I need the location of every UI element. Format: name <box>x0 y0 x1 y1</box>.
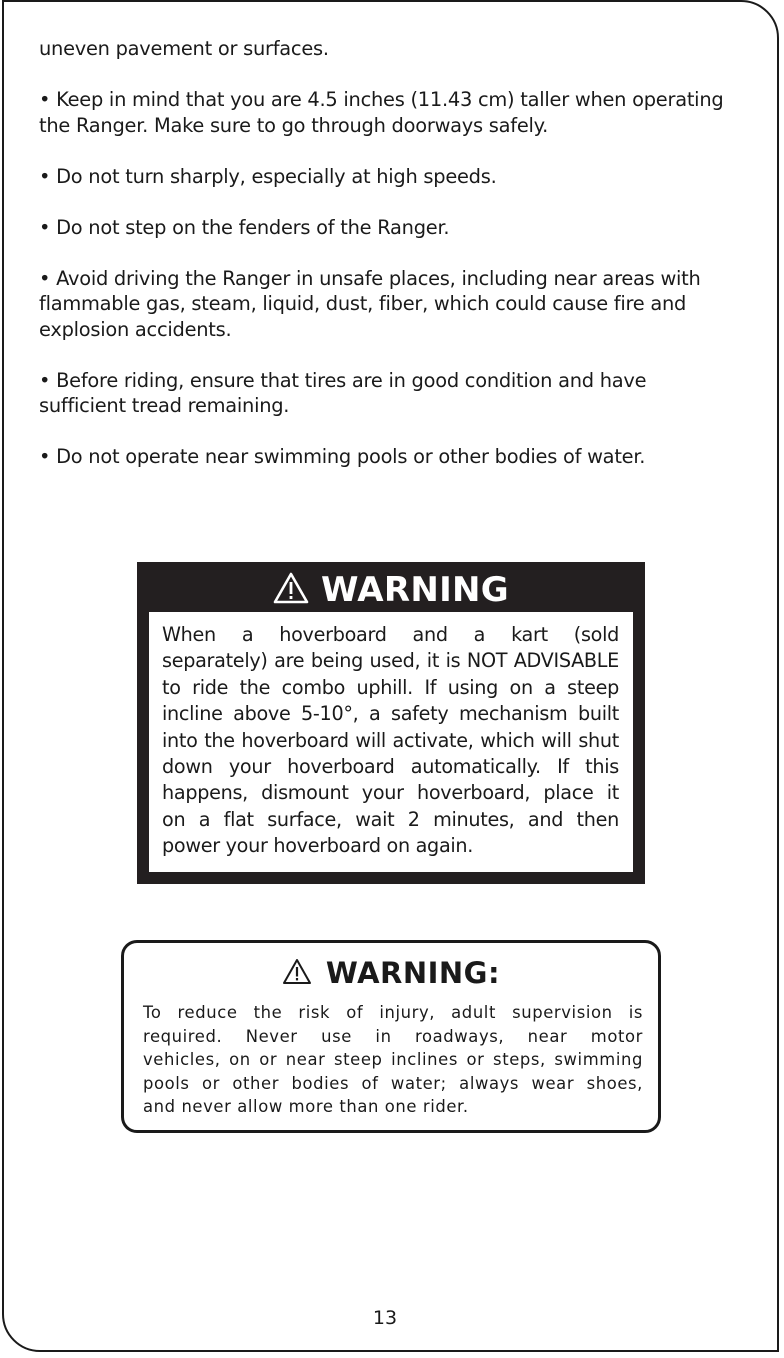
warning-box-hoverboard-kart <box>137 562 645 884</box>
text-line: When a hoverboard and a kart (sold <box>162 623 619 646</box>
warning-title <box>137 570 645 613</box>
text-line: required. Never use in roadways, near motor <box>143 1026 643 1046</box>
text-line: To reduce the risk of injury, adult supervision is <box>143 1003 643 1022</box>
bullet-unsafe-places <box>39 266 751 343</box>
text-line: • Do not turn sharply, especially at high speeds. <box>39 164 497 188</box>
warning-body <box>149 612 633 872</box>
text-line: and never allow more than one rider. <box>143 1097 469 1116</box>
body-text <box>39 36 751 495</box>
bullet-taller-height <box>39 87 751 138</box>
text-line: pools or other bodies of water; always wear shoes, <box>143 1073 643 1093</box>
text-line: explosion accidents. <box>39 317 232 341</box>
text-line: uneven pavement or surfaces. <box>39 37 329 60</box>
text-line: • Do not step on the fenders of the Ranger. <box>39 215 450 239</box>
text-line: power your hoverboard on again. <box>162 834 474 858</box>
warning-title <box>124 955 658 993</box>
warning-title-text: WARNING: <box>325 956 501 990</box>
text-line: • Do not operate near swimming pools or other bodies of water. <box>39 445 646 468</box>
bullet-turn-sharply <box>39 164 751 190</box>
text-line: the Ranger. Make sure to go through doorways safely. <box>39 113 549 137</box>
text-line: down your hoverboard automatically. If this <box>162 755 619 779</box>
text-line: incline above 5-10°, a safety mechanism built <box>162 702 619 726</box>
warning-box-supervision <box>121 940 661 1133</box>
page-number: 13 <box>372 1307 398 1329</box>
text-line: • Avoid driving the Ranger in unsafe places, including near areas with <box>39 266 701 290</box>
text-line: happens, dismount your hoverboard, place it <box>162 781 619 805</box>
bullet-tires <box>39 368 751 419</box>
text-line: • Before riding, ensure that tires are in good condition and have <box>39 368 647 392</box>
paragraph-continuation <box>39 36 751 62</box>
bullet-fenders <box>39 215 751 241</box>
text-line: flammable gas, steam, liquid, dust, fiber, which could cause fire and <box>39 292 687 315</box>
text-line: to ride the combo uphill. If using on a steep <box>162 675 619 699</box>
warning-triangle-icon <box>273 572 309 613</box>
warning-body <box>143 1001 643 1119</box>
text-line: vehicles, on or near steep inclines or steps, swimming <box>143 1050 643 1069</box>
bullet-water <box>39 444 751 470</box>
text-line: on a flat surface, wait 2 minutes, and then <box>162 807 619 831</box>
text-line: into the hoverboard will activate, which will shut <box>162 728 619 752</box>
text-line: separately) are being used, it is NOT ADVISABLE <box>162 649 619 673</box>
warning-title-text: WARNING <box>320 570 510 610</box>
warning-triangle-icon <box>282 957 312 993</box>
text-line: • Keep in mind that you are 4.5 inches (11.43 cm) taller when operating <box>39 88 724 111</box>
text-line: sufficient tread remaining. <box>39 394 290 417</box>
